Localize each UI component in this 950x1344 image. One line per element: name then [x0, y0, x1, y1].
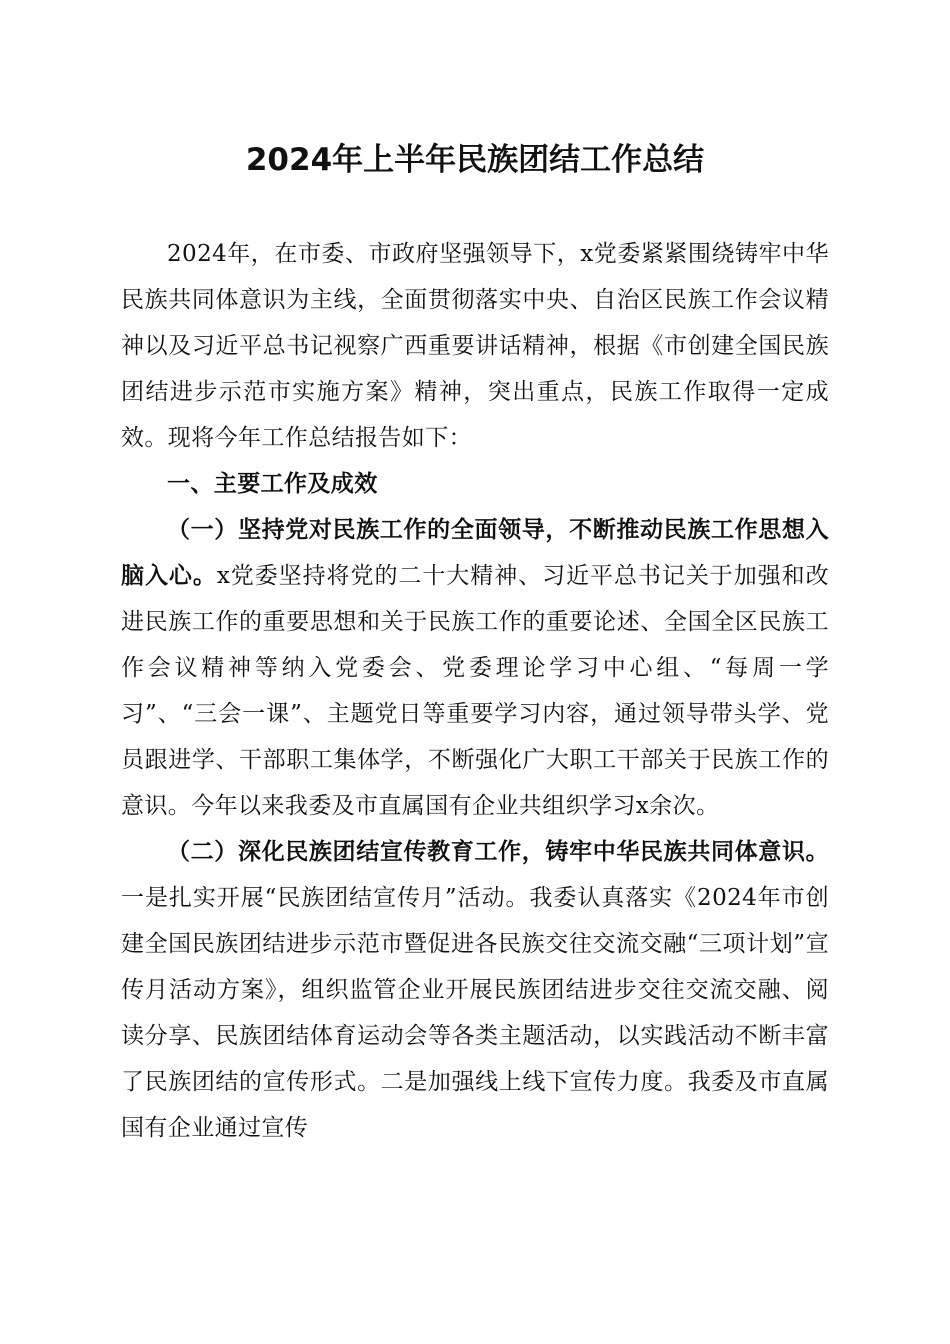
item-1-lead: （一）坚持党对民族工作的全面领导，不断推动民族工作思想入脑入心。	[121, 516, 829, 589]
section-heading: 一、主要工作及成效	[167, 471, 378, 497]
item-2-lead: （二）深化民族团结宣传教育工作，铸牢中华民族共同体意识。	[167, 838, 829, 865]
intro-paragraph: 2024年，在市委、市政府坚强领导下，x党委紧紧围绕铸牢中华民族共同体意识为主线，全面贯彻落实中央、自治区民族工作会议精神以及习近平总书记视察广西重要讲话精神，根据《市创建全国民族团结进步示范市实施方案》精神，突出重点，民族工作取得一定成效。现将今年工作总结报告如下：	[121, 241, 829, 451]
document-title: 2024年上半年民族团结工作总结	[245, 142, 705, 178]
document-body	[121, 231, 829, 1151]
item-1-text: x党委坚持将党的二十大精神、习近平总书记关于加强和改进民族工作的重要思想和关于民族工作的重要论述、全国全区民族工作会议精神等纳入党委会、党委理论学习中心组、“每周一学习”、“三会一课”、主题党日等重要学习内容，通过领导带头学、党员跟进学、干部职工集体学，不断强化广大职工干部关于民族工作的意识。今年以来我委及市直属国有企业共组织学习x余次。	[121, 563, 829, 819]
item-1-paragraph	[121, 507, 829, 829]
item-2-paragraph	[121, 829, 829, 1151]
item-2-text: 一是扎实开展“民族团结宣传月”活动。我委认真落实《2024年市创建全国民族团结进步示范市暨促进各民族交往交流交融“三项计划”宣传月活动方案》，组织监管企业开展民族团结进步交往交流交融、阅读分享、民族团结体育运动会等各类主题活动，以实践活动不断丰富了民族团结的宣传形式。二是加强线上线下宣传力度。我委及市直属国有企业通过宣传	[121, 885, 829, 1141]
